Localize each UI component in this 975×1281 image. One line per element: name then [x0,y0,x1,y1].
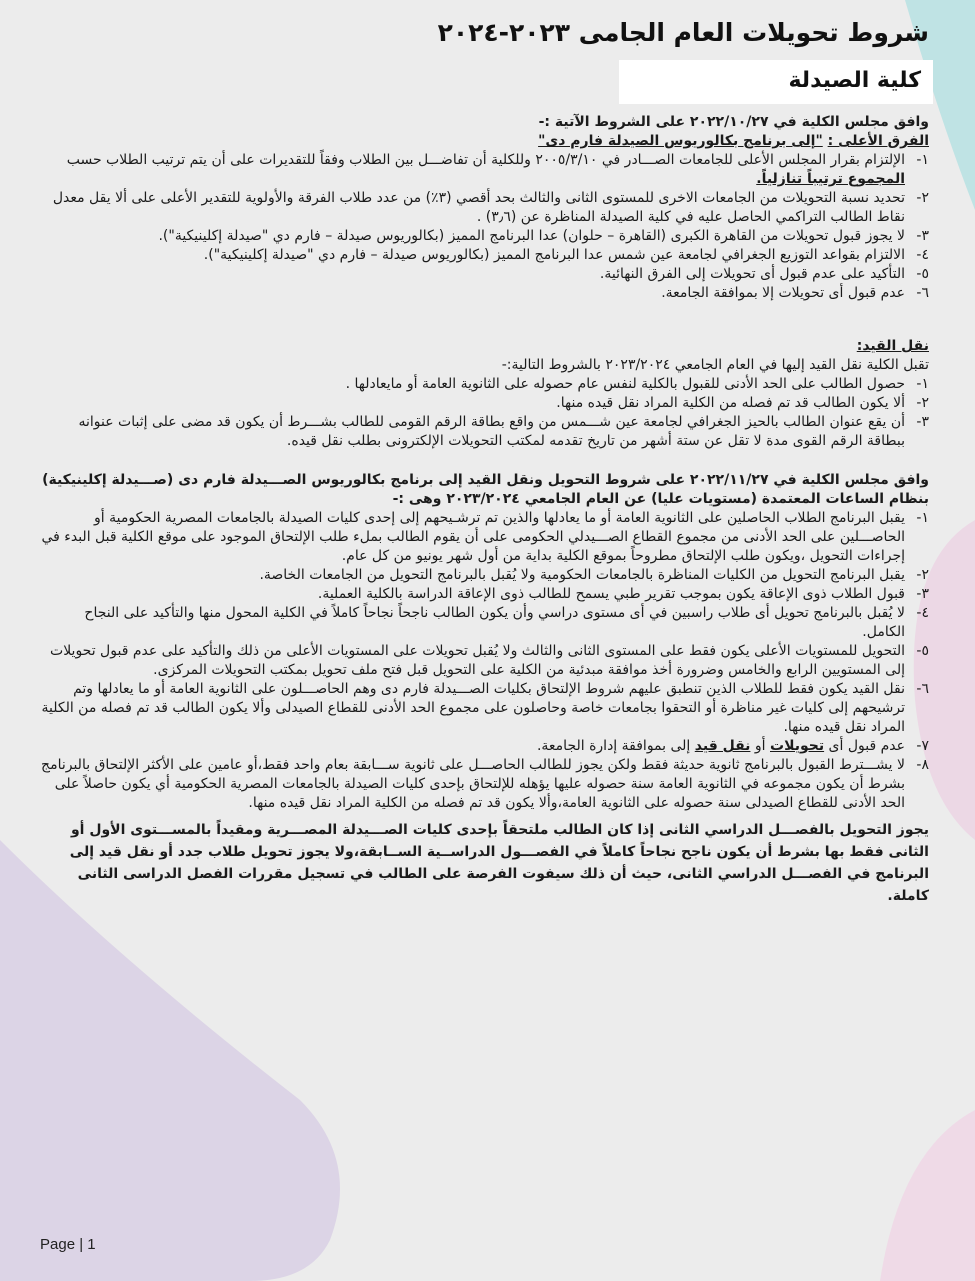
list-item: ٣- قبول الطلاب ذوى الإعاقة يكون بموجب تقرير طبي يسمح للطالب ذوى الإعاقة الدراسة بالكلية العملية. [317,586,929,602]
section2-heading: نقل القيد: [856,338,929,354]
page-label: Page [40,1236,76,1253]
section2-list [40,375,929,451]
emphasis-transfers: تحويلات [770,738,825,754]
emphasis-text: المجموع ترتيباً تنازلياً. [756,171,905,187]
list-item: ٨- لا يشـــترط القبول بالبرنامج ثانوية حديثة فقط ولكن يجوز للطالب الحاصـــل على ثانوية ســـابقة بعام واحد فقط،أو عامين على الأكثر الإلتحاق بالبرنامج بشرط أن يكون مجموعه في الثانوية العامة سنة حصوله عليها يؤهله للإلتحاق بإحدى كليات الصيدلة بالجامعات المصرية الحكومية أي يكون حاصلاً على الحد الأدنى للقطاع الصيدلى سنة حصوله على الثانوية العامة،وألا يكون قد تم فصله من الكلية المراد نقل قيده منها. [41,757,929,811]
list-item: ٢- ألا يكون الطالب قد تم فصله من الكلية المراد نقل قيده منها. [556,395,929,411]
document-title: شروط تحويلات العام الجامى ٢٠٢٣-٢٠٢٤ [437,18,929,47]
list-item: ٢- يقبل البرنامج التحويل من الكليات المناظرة بالجامعات الحكومية ولا يُقبل بالبرنامج التحويل من الجامعات الخاصة. [259,567,929,583]
list-item: ٦- نقل القيد يكون فقط للطلاب الذين تنطبق عليهم شروط الإلتحاق بكليات الصـــيدلة فارم دى وهم الحاصـــلون على الثانوية العامة أو ما يعادلها وتم ترشيحهم إلى كليات غير مناظرة أو التحقوا بجامعات خاصة وحاصلون على مجموع الحد الأدنى للقطاع الصيدلى وألا يكون الطالب قد تم فصله من الكلية المراد نقل قيده منها. [41,681,929,735]
page-number: 1 [87,1236,96,1253]
list-item: ٦- عدم قبول أى تحويلات إلا بموافقة الجامعة. [661,285,929,301]
section3-list [40,509,929,813]
list-item: ٧- عدم قبول أى تحويلات أو نقل قيد إلى بموافقة إدارة الجامعة. [536,738,929,754]
list-item: ٥- التحويل للمستويات الأعلى يكون فقط على المستوى الثانى والثالث ولا يُقبل تحويلات على المستويات الأعلى من ذلك والتأكيد على عدم قبول تحويلات إلى المستويين الرابع والخامس وضرورة أخذ موافقة مبدئية من الكلية على التحويل قبل فتح ملف تحويل بمكتب التحويلات المركزى. [50,643,929,678]
list-item: ٢- تحديد نسبة التحويلات من الجامعات الاخرى للمستوى الثانى والثالث بحد أقصي (٣٪) من عدد طلاب الفرقة والأولوية للتقدير الأعلى على ألا يقل معدل نقاط الطالب التراكمي الحاصل عليه في كلية الصيدلة المناظرة عن (٣٫٦) . [52,190,929,225]
list-item: ١- الإلتزام بقرار المجلس الأعلى للجامعات الصـــادر في ٢٠٠٥/٣/١٠ وللكلية أن تفاضـــل بين الطلاب وفقاً للتقديرات على أن يتم ترتيب الطلاب حسب المجموع ترتيباً تنازلياً. [66,152,929,187]
section2-intro: تقبل الكلية نقل القيد إليها في العام الجامعي ٢٠٢٣/٢٠٢٤ بالشروط التالية:- [501,357,929,373]
section1-subtitle [40,132,929,151]
emphasis-transfer-registration: نقل قيد [694,738,751,754]
list-item: ٤- الالتزام بقواعد التوزيع الجغرافي لجامعة عين شمس عدا البرنامج المميز (بكالوريوس صيدلة – فارم دي "صيدلة إكلينيكية"). [203,247,929,263]
list-item: ٥- التأكيد على عدم قبول أى تحويلات إلى الفرق النهائية. [599,266,929,282]
section1-intro: وافق مجلس الكلية في ٢٠٢٢/١٠/٢٧ على الشروط الآتية :- [538,114,929,130]
faculty-name-box: كلية الصيدلة [619,60,933,104]
list-item: ١- حصول الطالب على الحد الأدنى للقبول بالكلية لنفس عام حصوله على الثانوية العامة أو مايعادلها . [345,376,929,392]
section1-subtitle-program: "إلى برنامج بكالوريوس الصيدلة فارم دى" [538,133,823,149]
document-body [40,113,929,907]
list-item: ١- يقبل البرنامج الطلاب الحاصلين على الثانوية العامة أو ما يعادلها والذين تم ترشـيحهم إلى إحدى كليات الصيدلة بالجامعات المصرية الحكومية أو الحاصـــلين على الحد الأدنى من مجموع القطاع الصـــيدلي الحكومى على أن يقوم الطالب بملء طلب الإلتحاق الموجود على موقع الكلية قبل البدء في إجراءات التحويل ،ويكون طلب الإلتحاق مطروحاً بموقع الكلية بداية من أول شهر يونيو من كل عام. [41,510,929,564]
list-item: ٤- لا يُقبل بالبرنامج تحويل أى طلاب راسبين في أى مستوى دراسي وأن يكون الطالب ناجحاً نجاحاً كاملاً في الكلية المحول منها والتأكيد على النجاح الكامل. [84,605,929,640]
page-footer: Page | 1 [40,1236,96,1253]
second-semester-note: يجوز التحويل بالفصـــل الدراسي الثانى إذا كان الطالب ملتحقاً بإحدى كليات الصـــيدلة المصـــرية ومقيداً بالمســـتوى الأول أو الثانى فقط بها بشرط أن يكون ناجح نجاحاً كاملاً في الفصـــول الدراســية الســابقة،ولا يجوز تحويل طلاب جدد أو نقل قيد إلى البرنامج في الفصـــل الدراسي الثانى، حيث أن ذلك سيفوت الفرصة على الطالب في تسجيل مقررات الفصل الدراسى الثانى كاملة. [69,822,929,904]
section1-subtitle-label: الفرق الأعلى : [827,133,929,149]
list-item: ٣- أن يقع عنوان الطالب بالحيز الجغرافي لجامعة عين شـــمس من واقع بطاقة الرقم القومى للطالب بشـــرط أن يكون قد مضى على إثبات عنوانه ببطاقة الرقم القوى مدة لا تقل عن ستة أشهر من تاريخ تقدمه لمكتب التحويلات الإلكترونى بطلب نقل قيده. [78,414,929,449]
section1-list [40,151,929,303]
section3-intro: وافق مجلس الكلية في ٢٠٢٢/١١/٢٧ على شروط التحويل ونقل القيد إلى برنامج بكالوريوس الصـــيدلة فارم دى (صـــيدلة إكلينيكية) بنظام الساعات المعتمدة (مستويات عليا) عن العام الجامعي ٢٠٢٣/٢٠٢٤ وهى :- [42,472,929,507]
list-item: ٣- لا يجوز قبول تحويلات من القاهرة الكبرى (القاهرة – حلوان) عدا البرنامج المميز (بكالوريوس صيدلة – فارم دي "صيدلة إكلينيكية"). [158,228,929,244]
